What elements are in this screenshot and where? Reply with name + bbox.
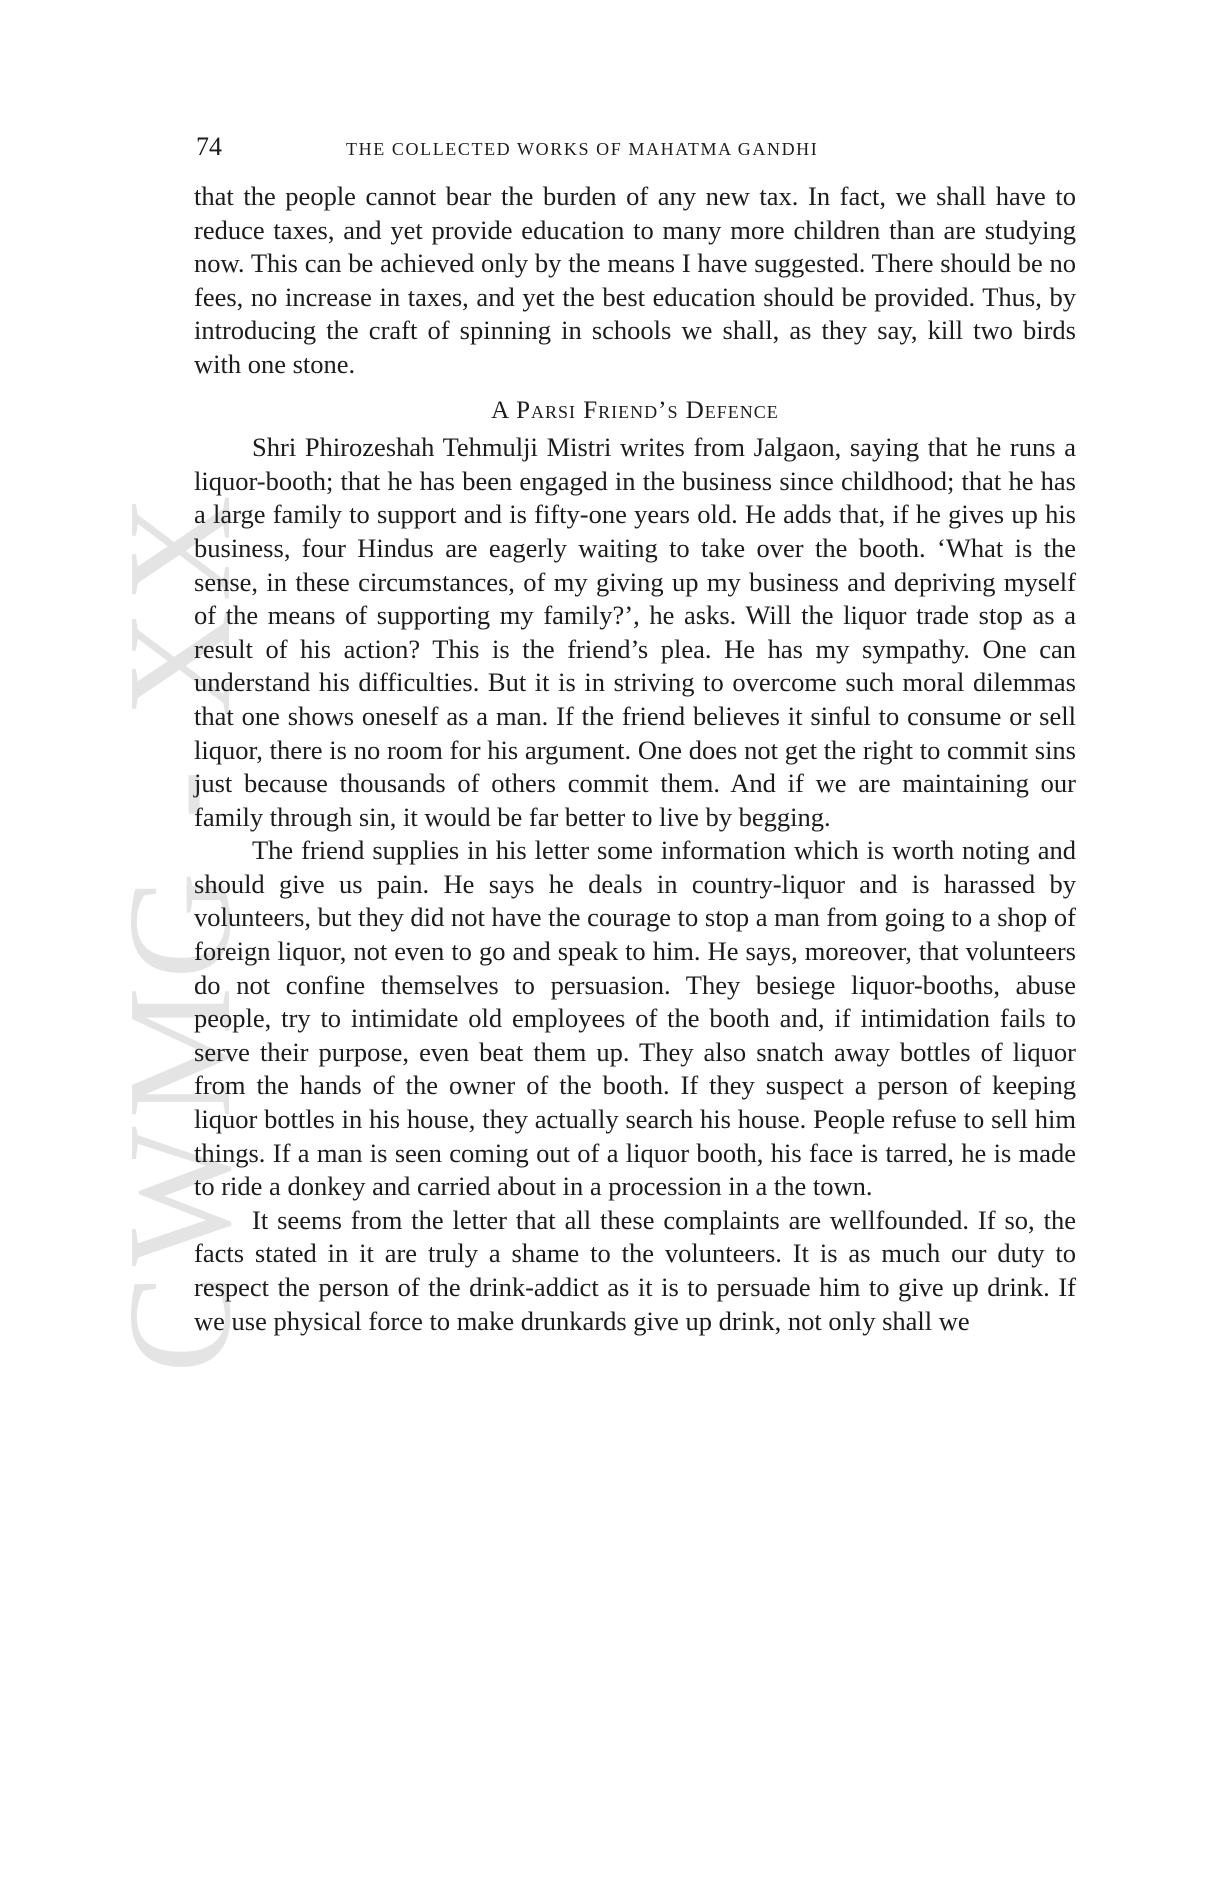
page-body xyxy=(194,180,1076,1338)
page-number: 74 xyxy=(196,132,222,161)
paragraph-continued: that the people cannot bear the burden of any new tax. In fact, we shall have to reduce taxes, and yet provide education to many more children than are studying now. This can be achieved only by the means I have suggested. There should be no fees, no increase in taxes, and yet the best education should be provided. Thus, by introducing the craft of spinning in schools we shall, as they say, kill two birds with one stone. xyxy=(194,181,1076,379)
page-header xyxy=(196,132,1076,166)
paragraph: It seems from the letter that all these complaints are wellfounded. If so, the facts stated in it are truly a shame to the volunteers. It is as much our duty to respect the person of the drink-addict as it is to persuade him to give up drink. If we use physical force to make drunkards give up drink, not only shall we xyxy=(194,1204,1076,1336)
section-heading: A Parsi Friend’s Defence xyxy=(491,396,779,424)
paragraph: Shri Phirozeshah Tehmulji Mistri writes from Jalgaon, saying that he runs a liquor-booth; that he has been engaged in the business since childhood; that he has a large family to support and is fifty-one years old. He adds that, if he gives up his business, four Hindus are eagerly waiting to take over the booth. ‘What is the sense, in these circumstances, of my giving up my business and depriving myself of the means of supporting my family?’, he asks. Will the liquor trade stop as a result of his action? This is the friend’s plea. He has my sympathy. One can understand his difficulties. But it is in striving to overcome such moral dilemmas that one shows oneself as a man. If the friend believes it sinful to consume or sell liquor, there is no room for his argument. One does not get the right to commit sins just because thousands of others commit them. And if we are maintaining our family through sin, it would be far better to live by begging. xyxy=(194,432,1076,832)
paragraph: The friend supplies in his letter some information which is worth noting and should give us pain. He says he deals in country-liquor and is harassed by volunteers, but they did not have the courage to stop a man from going to a shop of foreign liquor, not even to go and speak to him. He says, moreover, that volunteers do not confine themselves to persuasion. They besiege liquor-booths, abuse people, try to intimidate old employees of the booth and, if intimidation fails to serve their purpose, even beat them up. They also snatch away bottles of liquor from the hands of the owner of the booth. If they suspect a person of keeping liquor bottles in his house, they actually search his house. People refuse to sell him things. If a man is seen coming out of a liquor booth, his face is tarred, he is made to ride a donkey and carried about in a procession in a the town. xyxy=(194,835,1076,1202)
watermark-text: CWMG - XX xyxy=(98,487,262,1373)
running-title: THE COLLECTED WORKS OF MAHATMA GANDHI xyxy=(346,139,819,159)
